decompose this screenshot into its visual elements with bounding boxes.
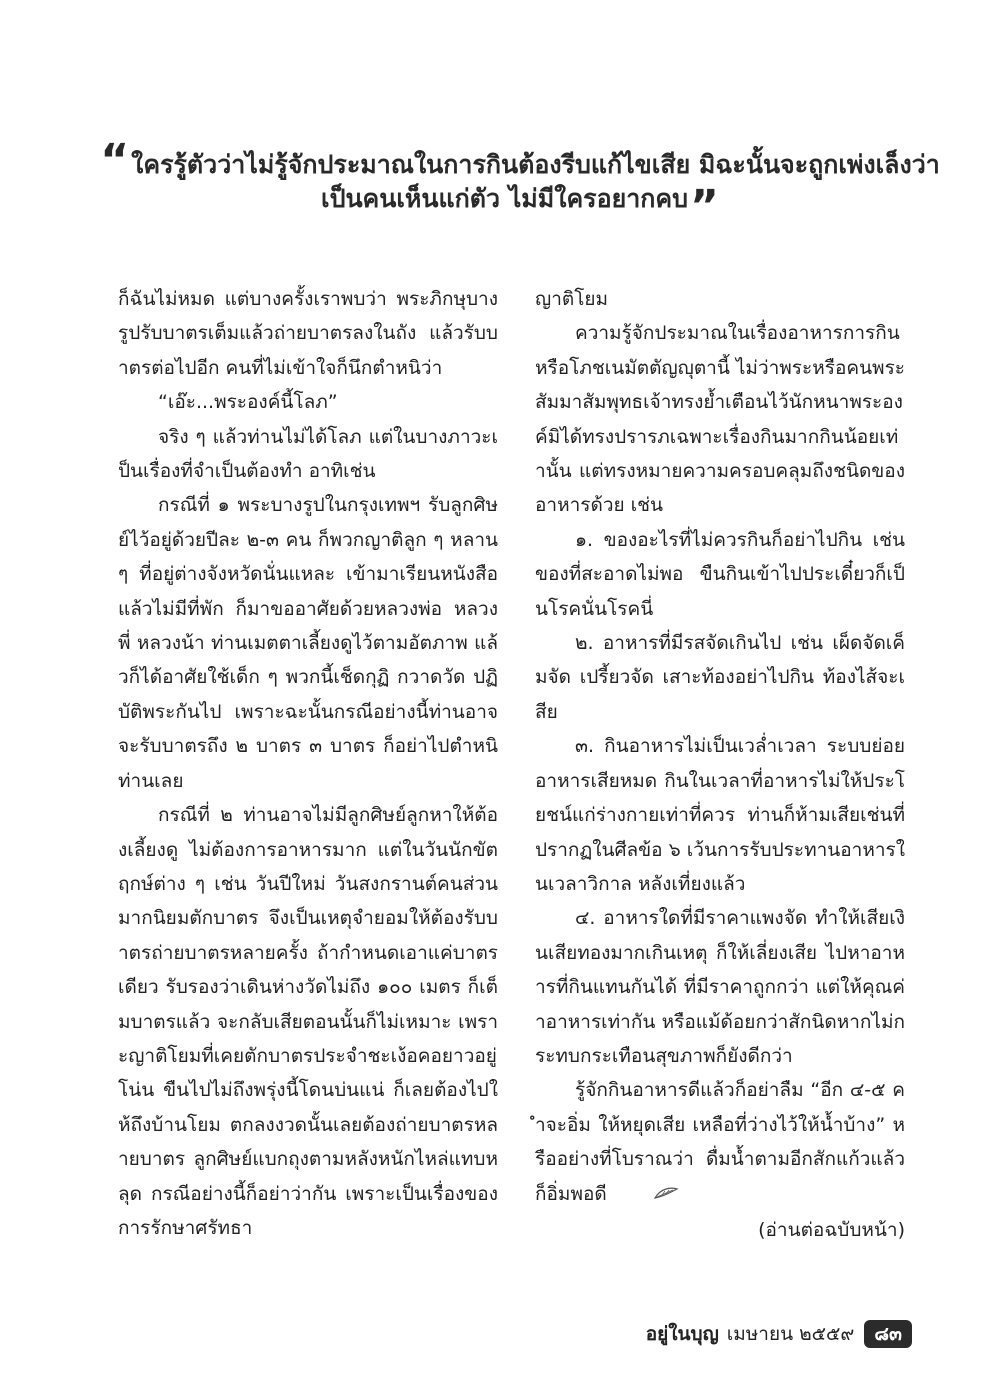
left-paragraph: กรณีที่ ๑ พระบางรูปในกรุงเทพฯ รับลูกศิษย์ไว้อยู่ด้วยปีละ ๒-๓ คน ก็พวกญาติลูก ๆ หลาน ๆ ที่อยู่ต่างจังหวัดนั่นแหละ เข้ามาเรียนหนังสือแล้วไม่มีที่พัก ก็มาขออาศัยด้วยหลวงพ่อ หลวงพี่ หลวงน้า ท่านเมตตาเลี้ยงดูไว้ตามอัตภาพ แล้วก็ได้อาศัยใช้เด็ก ๆ พวกนี้เช็ดกุฏิ กวาดวัด ปฏิบัติพระกันไป เพราะฉะนั้นกรณีอย่างนี้ท่านอาจจะรับบาตรถึง ๒ บาตร ๓ บาตร ก็อย่าไปตำหนิท่านเลย: [118, 494, 498, 792]
closing-text: รู้จักกินอาหารดีแล้วก็อย่าลืม “อีก ๔-๕ คำจะอิ่ม ให้หยุดเสีย เหลือที่ว่างไว้ให้น้ำบ้าง” หรืออย่างที่โบราณว่า ดื่มน้ำตามอีกสักแก้วแล้วก็อิ่มพอดี: [535, 1079, 905, 1205]
pull-quote-text-1: ใครรู้ตัวว่าไม่รู้จักประมาณในการกินต้องรีบแก้ไขเสีย มิฉะนั้นจะถูกเพ่งเล็งว่า: [131, 150, 940, 179]
left-column: [118, 282, 498, 1245]
right-paragraph: ๒. อาหารที่มีรสจัดเกินไป เช่น เผ็ดจัดเค็มจัด เปรี้ยวจัด เสาะท้องอย่าไปกิน ท้องไส้จะเสีย: [535, 632, 905, 723]
leaf-end-icon: [613, 1177, 679, 1211]
right-paragraph: ความรู้จักประมาณในเรื่องอาหารการกินหรือโภชเนมัตตัญญุตานี้ ไม่ว่าพระหรือคนพระสัมมาสัมพุทธเจ้าทรงย้ำเตือนไว้นักหนาพระองค์มิได้ทรงปรารภเฉพาะเรื่องกินมากกินน้อยเท่านั้น แต่ทรงหมายความครอบคลุมถึงชนิดของอาหารด้วย เช่น: [535, 322, 905, 517]
right-paragraph: ๓. กินอาหารไม่เป็นเวล่ำเวลา ระบบย่อยอาหารเสียหมด กินในเวลาที่อาหารไม่ให้ประโยชน์แก่ร่างกายเท่าที่ควร ท่านก็ห้ามเสียเช่นที่ปรากฏในศีลข้อ ๖ เว้นการรับประทานอาหารในเวลาวิกาล หลังเที่ยงแล้ว: [535, 735, 905, 895]
pull-quote-line-2: [90, 181, 950, 232]
closing-paragraph: [535, 1073, 905, 1211]
magazine-name: อยู่ในบุญ: [645, 1323, 719, 1345]
page-number: ๘๓: [864, 1320, 912, 1348]
right-paragraph: ญาติโยม: [535, 288, 609, 310]
issue-date: เมษายน ๒๕๕๙: [726, 1323, 855, 1345]
left-paragraph: ก็ฉันไม่หมด แต่บางครั้งเราพบว่า พระภิกษุบางรูปรับบาตรเต็มแล้วถ่ายบาตรลงในถัง แล้วรับบาตรต่อไปอีก คนที่ไม่เข้าใจก็นึกตำหนิว่า: [118, 288, 498, 379]
left-paragraph: “เอ๊ะ...พระองค์นี้โลภ”: [158, 391, 338, 414]
pull-quote-line-1: [90, 135, 950, 186]
right-column: [535, 282, 905, 1248]
page-footer: [646, 1319, 912, 1349]
pull-quote: [90, 135, 950, 232]
continued-note: (อ่านต่อฉบับหน้า): [758, 1219, 905, 1242]
close-quote-mark: ”: [690, 181, 719, 232]
right-paragraph: ๔. อาหารใดที่มีราคาแพงจัด ทำให้เสียเงินเสียทองมากเกินเหตุ ก็ให้เลี่ยงเสีย ไปหาอาหารที่กินแทนกันได้ ที่มีราคาถูกกว่า แต่ให้คุณค่าอาหารเท่ากัน หรือแม้ด้อยกว่าสักนิดหากไม่กระทบกระเทือนสุขภาพก็ยังดีกว่า: [535, 907, 905, 1067]
pull-quote-text-2: เป็นคนเห็นแก่ตัว ไม่มีใครอยากคบ: [321, 184, 689, 213]
open-quote-mark: “: [100, 135, 130, 186]
left-paragraph: จริง ๆ แล้วท่านไม่ได้โลภ แต่ในบางภาวะเป็นเรื่องที่จำเป็นต้องทำ อาทิเช่น: [118, 425, 498, 483]
left-paragraph: กรณีที่ ๒ ท่านอาจไม่มีลูกศิษย์ลูกหาให้ต้องเลี้ยงดู ไม่ต้องการอาหารมาก แต่ในวันนักขัตฤกษ์ต่าง ๆ เช่น วันปีใหม่ วันสงกรานต์คนส่วนมากนิยมตักบาตร จึงเป็นเหตุจำยอมให้ต้องรับบาตรถ่ายบาตรหลายครั้ง ถ้ากำหนดเอาแค่บาตรเดียว รับรองว่าเดินห่างวัดไม่ถึง ๑๐๐ เมตร ก็เต็มบาตรแล้ว จะกลับเสียตอนนั้นก็ไม่เหมาะ เพราะญาติโยมที่เคยตักบาตรประจำชะเง้อคอยาวอยู่โน่น ขืนไปไม่ถึงพรุ่งนี้โดนบ่นแน่ ก็เลยต้องไปให้ถึงบ้านโยม ตกลงงวดนั้นเลยต้องถ่ายบาตรหลายบาตร ลูกศิษย์แบกถุงตามหลังหนักไหล่แทบหลุด กรณีอย่างนี้ก็อย่าว่ากัน เพราะเป็นเรื่องของการรักษาศรัทธา: [118, 804, 498, 1239]
right-paragraph: ๑. ของอะไรที่ไม่ควรกินก็อย่าไปกิน เช่นของที่สะอาดไม่พอ ขืนกินเข้าไปประเดี๋ยวก็เป็นโรคนั่นโรคนี่: [535, 528, 905, 620]
